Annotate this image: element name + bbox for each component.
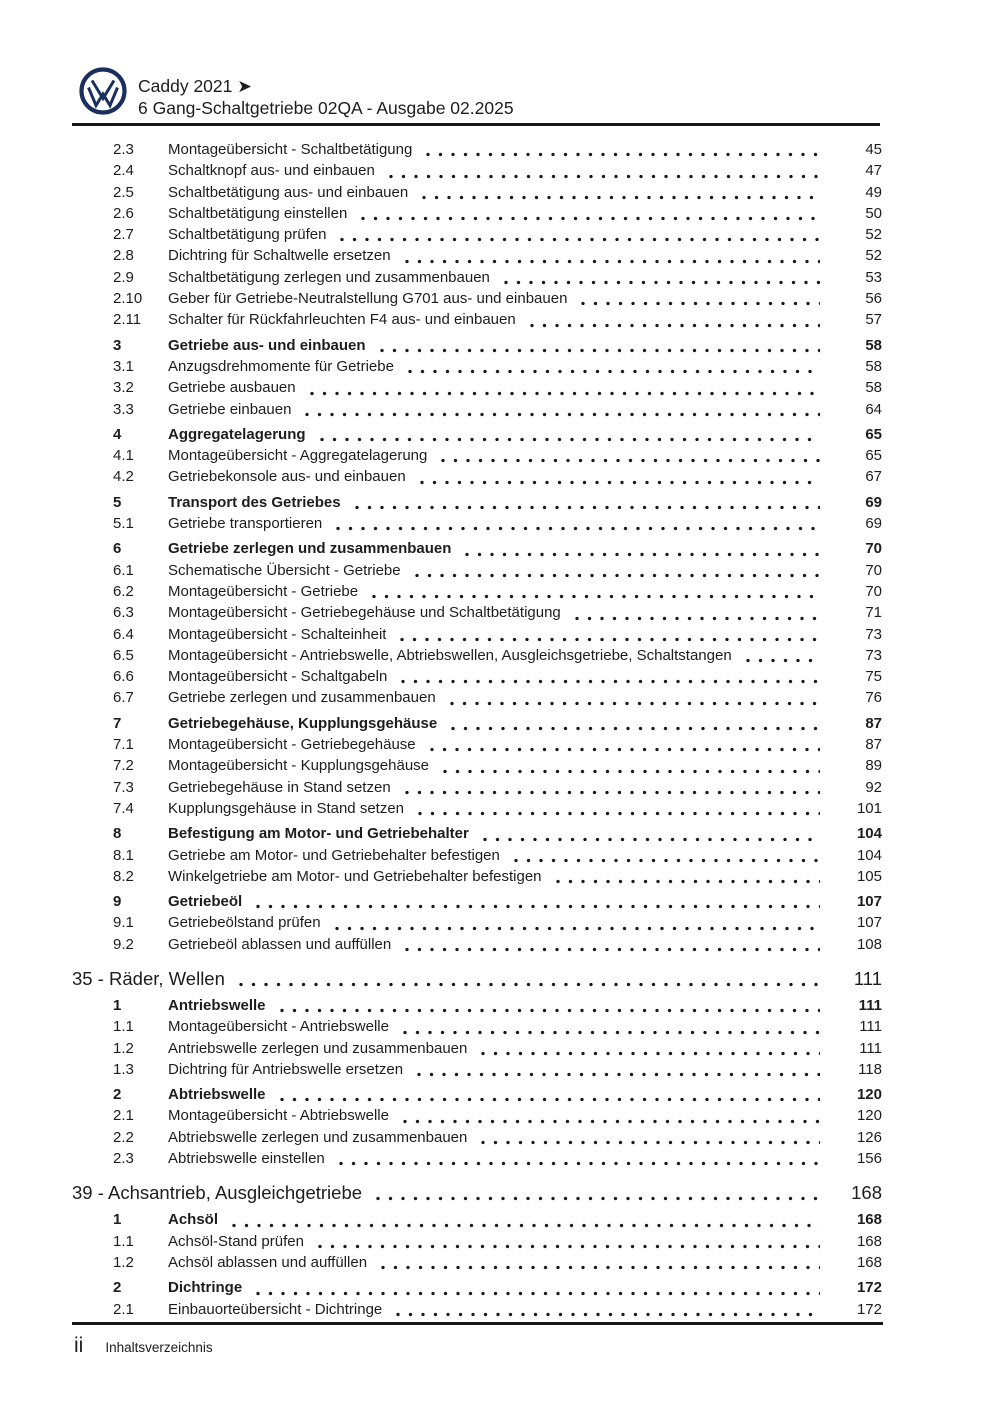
dot-leader <box>430 747 820 752</box>
toc-row <box>72 466 882 487</box>
toc-entry-page: 101 <box>856 799 882 817</box>
dot-leader <box>361 216 820 221</box>
toc-entry-page: 75 <box>865 668 882 686</box>
page-footer <box>72 1322 883 1358</box>
dot-leader <box>405 947 820 952</box>
toc-row <box>72 845 882 866</box>
toc-entry-number: 2.4 <box>113 162 134 180</box>
dot-leader <box>422 195 820 200</box>
toc-entry-title: Montageübersicht - Abtriebswelle <box>168 1107 389 1125</box>
toc-entry-page: 52 <box>865 226 882 244</box>
toc-row <box>72 139 882 160</box>
dot-leader <box>400 637 820 642</box>
toc-entry-title: Montageübersicht - Schaltgabeln <box>168 668 388 686</box>
toc-entry-page: 168 <box>856 1253 882 1271</box>
toc-row <box>72 1252 882 1273</box>
dot-leader <box>403 1119 820 1124</box>
dot-leader <box>232 1223 820 1228</box>
toc-entry-title: Geber für Getriebe-Neutralstellung G701 aus- und einbauen <box>168 290 568 308</box>
toc-row <box>72 1299 882 1320</box>
toc-row <box>72 891 882 912</box>
toc-entry-number: 1.2 <box>113 1039 134 1057</box>
toc-entry-title: Abtriebswelle einstellen <box>168 1150 325 1168</box>
toc-entry-number: 6 <box>113 540 122 558</box>
toc-entry-number: 6.2 <box>113 582 134 600</box>
dot-leader <box>355 505 820 510</box>
toc-entry-page: 70 <box>865 561 882 579</box>
toc-entry-number: 2.6 <box>113 204 134 222</box>
toc-row <box>72 309 882 330</box>
toc-entry-title: Getriebegehäuse in Stand setzen <box>168 778 391 796</box>
toc-row <box>72 1016 882 1037</box>
toc-entry-number: 3.2 <box>113 379 134 397</box>
toc-entry-title: Schalter für Rückfahrleuchten F4 aus- und einbauen <box>168 311 516 329</box>
toc-entry-page: 47 <box>865 162 882 180</box>
toc-entry-title: Getriebekonsole aus- und einbauen <box>168 468 406 486</box>
toc-row <box>72 1038 882 1059</box>
toc-row <box>72 377 882 398</box>
toc-entry-title: Anzugsdrehmomente für Getriebe <box>168 357 394 375</box>
toc-entry-page: 104 <box>856 825 882 843</box>
toc-entry-title: Schematische Übersicht - Getriebe <box>168 561 401 579</box>
toc-entry-number: 1 <box>113 1211 122 1229</box>
dot-leader <box>305 412 820 417</box>
vw-logo-icon <box>79 67 127 115</box>
toc-entry-number: 6.1 <box>113 561 134 579</box>
dot-leader <box>530 323 820 328</box>
toc-entry-number: 3.1 <box>113 357 134 375</box>
dot-leader <box>575 616 820 621</box>
toc-entry-title: Montageübersicht - Schaltbetätigung <box>168 141 413 158</box>
toc-entry-number: 3 <box>113 336 122 354</box>
toc-row <box>72 581 882 602</box>
dot-leader <box>504 280 820 285</box>
toc-row <box>72 1105 882 1126</box>
toc <box>72 139 882 1320</box>
toc-entry-title: 39 - Achsantrieb, Ausgleichgetriebe <box>72 1182 363 1204</box>
toc-row <box>72 666 882 687</box>
toc-entry-page: 156 <box>856 1150 882 1168</box>
toc-row <box>72 1084 882 1105</box>
toc-entry-number: 1.3 <box>113 1060 134 1078</box>
dot-leader <box>426 152 820 157</box>
dot-leader <box>256 1291 820 1296</box>
toc-entry-page: 111 <box>858 996 882 1014</box>
toc-entry-number: 2.8 <box>113 247 134 265</box>
footer-section-label: Inhaltsverzeichnis <box>105 1340 213 1355</box>
toc-entry-title: Achsöl ablassen und auffüllen <box>168 1253 368 1271</box>
toc-entry-title: Achsöl-Stand prüfen <box>168 1232 304 1250</box>
toc-entry-number: 1.2 <box>113 1253 134 1271</box>
toc-entry-title: Getriebe zerlegen und zusammenbauen <box>168 540 452 558</box>
toc-row <box>72 866 882 887</box>
toc-entry-number: 6.3 <box>113 604 134 622</box>
toc-entry-title: Getriebe ausbauen <box>168 379 296 397</box>
dot-leader <box>451 726 820 731</box>
toc-entry-title: Getriebe aus- und einbauen <box>168 336 366 354</box>
toc-row <box>72 245 882 266</box>
toc-entry-page: 53 <box>865 268 882 286</box>
toc-entry-title: Getriebe zerlegen und zusammenbauen <box>168 689 436 707</box>
dot-leader <box>376 1196 820 1201</box>
toc-entry-title: Aggregatelagerung <box>168 425 306 443</box>
toc-entry-page: 107 <box>856 893 882 911</box>
toc-entry-number: 7.4 <box>113 799 134 817</box>
toc-entry-number: 1 <box>113 996 122 1014</box>
dot-leader <box>389 174 820 179</box>
dot-leader <box>381 1265 820 1270</box>
toc-entry-number: 2.1 <box>113 1300 134 1318</box>
toc-row <box>72 538 882 559</box>
dot-leader <box>420 480 820 485</box>
toc-row <box>72 687 882 708</box>
toc-entry-number: 9.1 <box>113 914 134 932</box>
toc-entry-page: 120 <box>856 1086 882 1104</box>
toc-row <box>72 1148 882 1169</box>
header-model-line: Caddy 2021 ➤ <box>138 76 252 96</box>
toc-row <box>72 335 882 356</box>
toc-entry-title: Dichtring für Antriebswelle ersetzen <box>168 1060 404 1078</box>
toc-entry-title: Montageübersicht - Antriebswelle <box>168 1018 389 1036</box>
toc-entry-title: Dichtringe <box>168 1279 243 1297</box>
toc-entry-page: 52 <box>865 247 882 265</box>
toc-entry-title: Schaltbetätigung zerlegen und zusammenbauen <box>168 268 490 286</box>
toc-entry-title: Montageübersicht - Antriebswelle, Abtriebswellen, Ausgleichsgetriebe, Schaltstangen <box>168 646 732 664</box>
toc-entry-title: Achsöl <box>168 1211 219 1229</box>
dot-leader <box>256 904 820 909</box>
toc-entry-title: Schaltbetätigung prüfen <box>168 226 327 244</box>
toc-entry-title: Getriebeöl <box>168 893 243 911</box>
dot-leader <box>514 858 820 863</box>
toc-entry-number: 2.1 <box>113 1107 134 1125</box>
toc-entry-number: 2.7 <box>113 226 134 244</box>
toc-row <box>72 1180 882 1205</box>
toc-entry-page: 111 <box>859 1039 882 1057</box>
toc-row <box>72 160 882 181</box>
toc-entry-page: 168 <box>856 1211 882 1229</box>
toc-entry-title: Getriebe einbauen <box>168 400 292 418</box>
toc-entry-page: 120 <box>856 1107 882 1125</box>
footer-page-number: ii <box>74 1334 84 1357</box>
toc-row <box>72 224 882 245</box>
toc-entry-page: 87 <box>865 736 882 754</box>
toc-entry-title: Montageübersicht - Getriebegehäuse <box>168 736 416 754</box>
toc-row <box>72 267 882 288</box>
dot-leader <box>418 811 820 816</box>
toc-entry-title: Montageübersicht - Getriebe <box>168 582 359 600</box>
toc-entry-page: 70 <box>865 540 882 558</box>
toc-entry-title: Antriebswelle <box>168 996 266 1014</box>
toc-entry-title: Schaltbetätigung einstellen <box>168 204 348 222</box>
dot-leader <box>405 259 820 264</box>
toc-entry-page: 58 <box>865 379 882 397</box>
dot-leader <box>372 594 820 599</box>
toc-entry-page: 71 <box>865 604 882 622</box>
dot-leader <box>380 348 820 353</box>
toc-entry-page: 58 <box>865 357 882 375</box>
toc-entry-number: 7.3 <box>113 778 134 796</box>
toc-row <box>72 288 882 309</box>
toc-entry-number: 9 <box>113 893 122 911</box>
toc-row <box>72 912 882 933</box>
toc-entry-number: 4.2 <box>113 468 134 486</box>
toc-entry-title: Montageübersicht - Schalteinheit <box>168 625 387 643</box>
toc-row <box>72 934 882 955</box>
toc-entry-number: 8.1 <box>113 846 134 864</box>
dot-leader <box>417 1072 820 1077</box>
toc-entry-page: 56 <box>865 290 882 308</box>
toc-entry-title: Getriebe transportieren <box>168 515 323 533</box>
toc-entry-page: 69 <box>865 493 882 511</box>
toc-row <box>72 399 882 420</box>
toc-entry-page: 104 <box>856 846 882 864</box>
toc-entry-number: 6.6 <box>113 668 134 686</box>
toc-entry-page: 45 <box>865 141 882 158</box>
dot-leader <box>405 790 820 795</box>
toc-entry-title: Schaltknopf aus- und einbauen <box>168 162 375 180</box>
dot-leader <box>483 837 820 842</box>
toc-entry-number: 5.1 <box>113 515 134 533</box>
toc-row <box>72 645 882 666</box>
toc-entry-page: 111 <box>853 967 882 989</box>
toc-entry-page: 57 <box>865 311 882 329</box>
dot-leader <box>403 1030 820 1035</box>
toc-entry-number: 1.1 <box>113 1232 134 1250</box>
toc-entry-title: Befestigung am Motor- und Getriebehalter <box>168 825 469 843</box>
dot-leader <box>450 701 820 706</box>
toc-entry-title: Transport des Getriebes <box>168 493 341 511</box>
toc-entry-number: 2.10 <box>113 290 143 308</box>
dot-leader <box>401 679 820 684</box>
toc-entry-title: Kupplungsgehäuse in Stand setzen <box>168 799 405 817</box>
toc-row <box>72 777 882 798</box>
toc-entry-number: 4 <box>113 425 122 443</box>
toc-entry-number: 9.2 <box>113 935 134 953</box>
toc-entry-title: Getriebeöl ablassen und auffüllen <box>168 935 392 953</box>
dot-leader <box>336 526 820 531</box>
toc-row <box>72 445 882 466</box>
toc-entry-title: Abtriebswelle zerlegen und zusammenbauen <box>168 1128 468 1146</box>
toc-entry-title: Abtriebswelle <box>168 1086 266 1104</box>
toc-row <box>72 424 882 445</box>
dot-leader <box>340 237 820 242</box>
toc-row <box>72 798 882 819</box>
toc-row <box>72 492 882 513</box>
toc-row <box>72 823 882 844</box>
toc-row <box>72 1277 882 1298</box>
toc-row <box>72 755 882 776</box>
dot-leader <box>441 458 820 463</box>
toc-entry-title: Montageübersicht - Aggregatelagerung <box>168 447 428 465</box>
toc-entry-page: 73 <box>865 625 882 643</box>
toc-entry-page: 49 <box>865 183 882 201</box>
toc-entry-page: 65 <box>865 425 882 443</box>
toc-entry-title: Montageübersicht - Kupplungsgehäuse <box>168 757 430 775</box>
toc-entry-number: 8 <box>113 825 122 843</box>
toc-entry-title: Dichtring für Schaltwelle ersetzen <box>168 247 391 265</box>
dot-leader <box>556 879 820 884</box>
dot-leader <box>335 926 820 931</box>
toc-entry-number: 2.5 <box>113 183 134 201</box>
toc-entry-title: Getriebe am Motor- und Getriebehalter befestigen <box>168 846 500 864</box>
toc-entry-page: 118 <box>858 1060 882 1078</box>
dot-leader <box>280 1008 820 1013</box>
toc-row <box>72 713 882 734</box>
toc-entry-page: 172 <box>856 1300 882 1318</box>
dot-leader <box>396 1312 820 1317</box>
toc-entry-title: Schaltbetätigung aus- und einbauen <box>168 183 409 201</box>
toc-entry-title: Getriebegehäuse, Kupplungsgehäuse <box>168 714 438 732</box>
toc-entry-page: 92 <box>865 778 882 796</box>
dot-leader <box>280 1097 820 1102</box>
toc-entry-page: 168 <box>851 1182 882 1204</box>
toc-entry-page: 89 <box>865 757 882 775</box>
toc-entry-number: 2.9 <box>113 268 134 286</box>
toc-row <box>72 182 882 203</box>
toc-entry-number: 7.1 <box>113 736 134 754</box>
toc-entry-number: 7.2 <box>113 757 134 775</box>
toc-entry-number: 6.4 <box>113 625 134 643</box>
header-subtitle-line: 6 Gang-Schaltgetriebe 02QA - Ausgabe 02.2025 <box>138 98 514 118</box>
dot-leader <box>443 769 820 774</box>
toc-row <box>72 560 882 581</box>
header-text-block <box>138 75 514 119</box>
toc-entry-page: 87 <box>865 714 882 732</box>
dot-leader <box>481 1051 820 1056</box>
toc-entry-number: 8.2 <box>113 867 134 885</box>
toc-entry-page: 107 <box>856 914 882 932</box>
toc-row <box>72 734 882 755</box>
toc-entry-number: 2.3 <box>113 1150 134 1168</box>
toc-entry-number: 4.1 <box>113 447 134 465</box>
toc-entry-title: Antriebswelle zerlegen und zusammenbauen <box>168 1039 468 1057</box>
toc-entry-title: Winkelgetriebe am Motor- und Getriebehalter befestigen <box>168 867 542 885</box>
toc-entry-number: 2 <box>113 1279 122 1297</box>
toc-entry-page: 76 <box>865 689 882 707</box>
dot-leader <box>408 369 820 374</box>
toc-entry-number: 2.2 <box>113 1128 134 1146</box>
toc-entry-number: 7 <box>113 714 122 732</box>
dot-leader <box>481 1140 820 1145</box>
toc-entry-number: 5 <box>113 493 122 511</box>
toc-row <box>72 995 882 1016</box>
toc-row <box>72 1231 882 1252</box>
page-header <box>72 0 880 126</box>
toc-row <box>72 624 882 645</box>
dot-leader <box>415 573 820 578</box>
toc-entry-number: 3.3 <box>113 400 134 418</box>
toc-entry-page: 108 <box>856 935 882 953</box>
toc-row <box>72 966 882 991</box>
toc-entry-number: 2.11 <box>113 311 142 329</box>
toc-entry-number: 2 <box>113 1086 122 1104</box>
dot-leader <box>746 658 820 663</box>
toc-entry-page: 126 <box>856 1128 882 1146</box>
dot-leader <box>318 1244 820 1249</box>
toc-row <box>72 513 882 534</box>
toc-entry-page: 105 <box>856 867 882 885</box>
toc-entry-page: 50 <box>865 204 882 222</box>
toc-entry-page: 172 <box>856 1279 882 1297</box>
toc-entry-page: 168 <box>856 1232 882 1250</box>
toc-entry-page: 65 <box>865 447 882 465</box>
toc-row <box>72 1127 882 1148</box>
toc-entry-page: 69 <box>865 515 882 533</box>
dot-leader <box>310 391 820 396</box>
dot-leader <box>339 1161 820 1166</box>
toc-entry-title: 35 - Räder, Wellen <box>72 967 225 989</box>
toc-entry-title: Montageübersicht - Getriebegehäuse und Schaltbetätigung <box>168 604 561 622</box>
dot-leader <box>239 982 820 987</box>
toc-entry-number: 1.1 <box>113 1018 134 1036</box>
toc-entry-number: 2.3 <box>113 141 134 158</box>
toc-row <box>72 1209 882 1230</box>
toc-entry-page: 58 <box>865 336 882 354</box>
toc-entry-title: Getriebeölstand prüfen <box>168 914 321 932</box>
dot-leader <box>465 552 820 557</box>
dot-leader <box>320 437 820 442</box>
toc-row <box>72 1059 882 1080</box>
toc-entry-number: 6.7 <box>113 689 134 707</box>
toc-row <box>72 203 882 224</box>
toc-entry-number: 6.5 <box>113 646 134 664</box>
toc-entry-page: 111 <box>859 1018 882 1036</box>
toc-row <box>72 602 882 623</box>
toc-entry-page: 73 <box>865 646 882 664</box>
toc-row <box>72 356 882 377</box>
toc-entry-page: 64 <box>865 400 882 418</box>
toc-entry-page: 70 <box>865 582 882 600</box>
toc-entry-title: Einbauorteübersicht - Dichtringe <box>168 1300 383 1318</box>
dot-leader <box>581 301 820 306</box>
toc-entry-page: 67 <box>865 468 882 486</box>
